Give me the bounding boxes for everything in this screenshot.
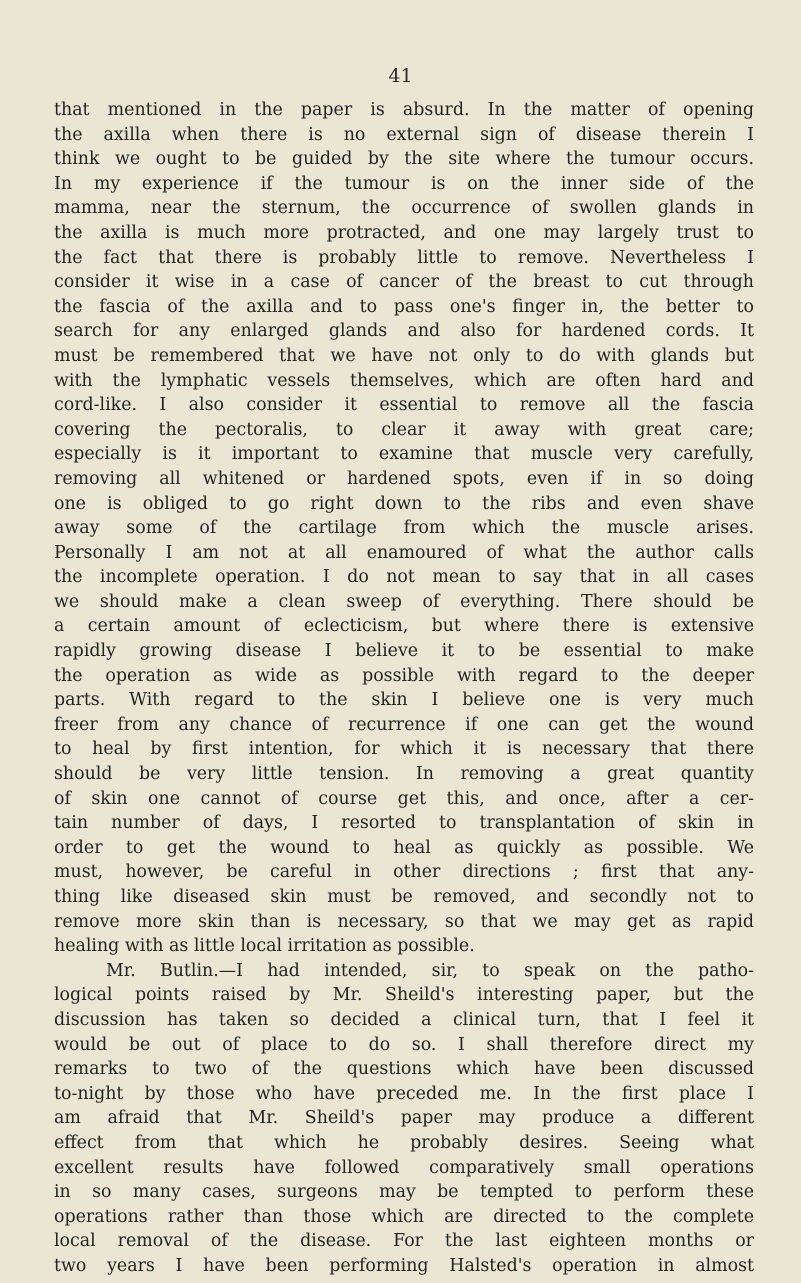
text-line: rapidly growing disease I believe it to be essential to make: [54, 641, 754, 662]
text-line: one is obliged to go right down to the ribs and even shave: [54, 493, 754, 514]
text-line: discussion has taken so decided a clinical turn, that I feel it: [54, 1009, 754, 1030]
text-line: in so many cases, surgeons may be tempted to perform these: [54, 1182, 754, 1203]
text-line: away some of the cartilage from which the muscle arises.: [54, 518, 754, 539]
text-line: that mentioned in the paper is absurd. In the matter of opening: [54, 100, 754, 120]
text-line: thing like diseased skin must be removed, and secondly not to: [54, 887, 754, 907]
text-line: the incomplete operation. I do not mean to say that in all cases: [54, 567, 754, 588]
text-line: removing all whitened or hardened spots, even if in so doing: [54, 468, 754, 489]
text-line: order to get the wound to heal as quickly as possible. We: [54, 837, 754, 858]
text-line: two years I have been performing Halsted's operation in almost: [54, 1255, 754, 1276]
text-line: In my experience if the tumour is on the inner side of the: [54, 173, 754, 194]
text-line: the fact that there is probably little to remove. Nevertheless I: [54, 247, 754, 268]
text-line: tain number of days, I resorted to transplantation of skin in: [54, 813, 754, 834]
text-line: freer from any chance of recurrence if one can get the wound: [54, 714, 754, 735]
text-line: remarks to two of the questions which have been discussed: [54, 1059, 754, 1080]
text-line: covering the pectoralis, to clear it away with great care;: [54, 419, 754, 440]
text-line: especially is it important to examine that muscle very carefully,: [54, 444, 754, 465]
text-line: remove more skin than is necessary, so that we may get as rapid: [54, 911, 754, 932]
text-line: operations rather than those which are directed to the complete: [54, 1206, 754, 1227]
text-line: Mr. Butlin.—I had intended, sir, to speak on the patho-: [106, 960, 754, 981]
page-number: 41: [388, 65, 413, 87]
text-line: the axilla is much more protracted, and one may largely trust to: [54, 222, 754, 243]
body-text: [54, 98, 754, 1279]
text-line: must be remembered that we have not only to do with glands but: [54, 345, 754, 366]
text-line: search for any enlarged glands and also for hardened cords. It: [54, 321, 754, 342]
text-line: of skin one cannot of course get this, and once, after a cer-: [54, 788, 754, 809]
text-line: excellent results have followed comparatively small operations: [54, 1157, 754, 1178]
text-line: with the lymphatic vessels themselves, which are often hard and: [54, 370, 754, 391]
text-line: a certain amount of eclecticism, but where there is extensive: [54, 616, 754, 637]
text-line: to heal by first intention, for which it is necessary that there: [54, 739, 754, 760]
text-line: think we ought to be guided by the site where the tumour occurs.: [54, 149, 754, 170]
text-line: we should make a clean sweep of everything. There should be: [54, 591, 754, 612]
text-line: healing with as little local irritation as possible.: [54, 936, 475, 957]
text-line: mamma, near the sternum, the occurrence of swollen glands in: [54, 198, 754, 219]
text-line: local removal of the disease. For the last eighteen months or: [54, 1231, 754, 1252]
text-line: effect from that which he probably desires. Seeing what: [54, 1132, 754, 1153]
text-line: parts. With regard to the skin I believe one is very much: [54, 690, 754, 711]
text-line: the axilla when there is no external sign of disease therein I: [54, 124, 754, 145]
text-line: to-night by those who have preceded me. In the first place I: [54, 1083, 754, 1104]
text-line: would be out of place to do so. I shall therefore direct my: [54, 1034, 754, 1055]
text-line: should be very little tension. In removing a great quantity: [54, 764, 754, 785]
text-line: the fascia of the axilla and to pass one's finger in, the better to: [54, 296, 754, 317]
text-line: consider it wise in a case of cancer of the breast to cut through: [54, 272, 754, 293]
text-line: cord-like. I also consider it essential to remove all the fascia: [54, 395, 754, 416]
text-line: the operation as wide as possible with regard to the deeper: [54, 665, 754, 686]
text-line: must, however, be careful in other directions ; first that any-: [54, 862, 754, 883]
text-line: logical points raised by Mr. Sheild's interesting paper, but the: [54, 985, 754, 1006]
text-line: Personally I am not at all enamoured of what the author calls: [54, 542, 754, 563]
text-line: am afraid that Mr. Sheild's paper may produce a different: [54, 1108, 754, 1129]
